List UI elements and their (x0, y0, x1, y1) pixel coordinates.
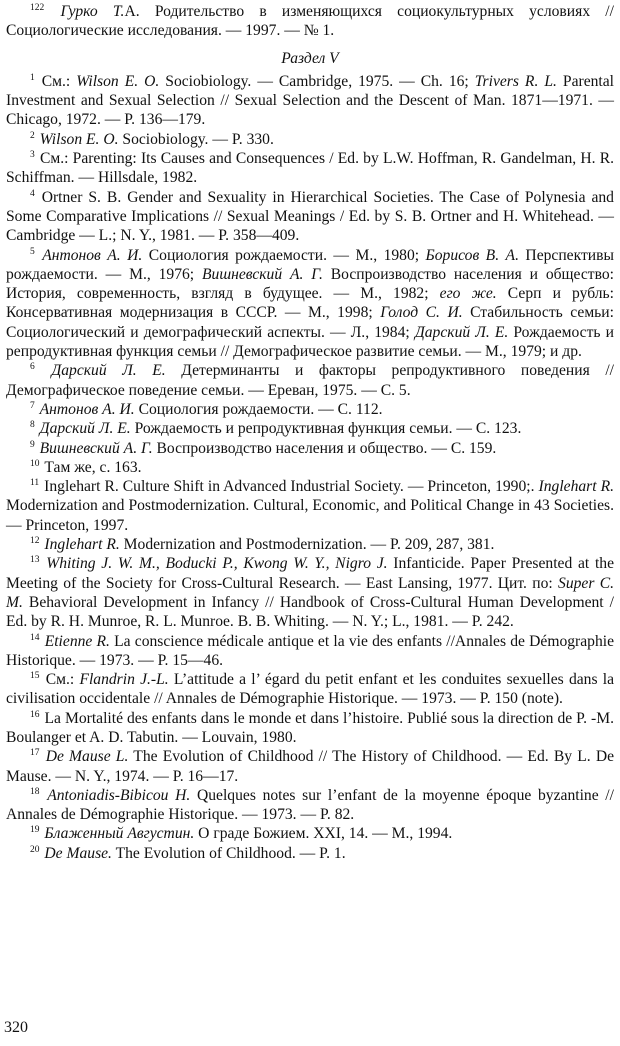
author-name: Антонов А. И. (39, 400, 135, 418)
footnote-17 (6, 747, 614, 786)
citation-text: Перспективы рождаемости. — М., 1976; (6, 246, 614, 283)
footnote-number: 19 (30, 825, 40, 836)
citation-text: Рождаемость и репродуктивная функция семьи // Демографическое развитие семьи. — М., 1979; и др. (6, 323, 614, 361)
citation-text: Sociobiology. — P. 330. (118, 130, 274, 148)
section-heading: Раздел V (281, 49, 339, 67)
footnote-number: 8 (30, 420, 35, 431)
citation-text: Социология рождаемости. — С. 112. (134, 400, 383, 418)
footnote-number: 2 (30, 130, 35, 141)
citation-text: Behavioral Development in Infancy // Handbook of Cross-Cultural Human Development / Ed. by R. H. Munroe, R. L. Munroe. B. B. Whiting. — N. Y.; L., 1981. — P. 242. (6, 593, 614, 631)
citation-text: Quelques notes sur l’enfant de la moyenne époque byzantine // Annales de Démographie Historique. — 1973. — P. 82. (6, 786, 614, 824)
citation-text: Inglehart R. Culture Shift in Advanced Industrial Society. — Princeton, 1990;. (44, 478, 539, 496)
citation-text: См.: (41, 72, 77, 90)
citation-text: Стабильность семьи: Социологический и демографический аспекты. — Л., 1984; (6, 304, 614, 341)
author-name: Дарский Л. Е. (414, 323, 509, 341)
citation-text: L’attitude a l’ égard du petit enfant et les conduites sexuelles dans la civilisation occidentale // Annales de Démographie Historique. — 1973. — P. 150 (note). (6, 671, 614, 708)
citation-text: А. Родительство в изменяющихся социокультурных условиях // Социологические исследования. — 1997. — № 1. (6, 3, 614, 40)
footnotes-part-5 (6, 72, 614, 863)
footnote-8 (6, 419, 614, 438)
citation-text: Parental Investment and Sexual Selection // Sexual Selection and the Descent of Man. 1871—1971. — Chicago, 1972. — P. 136—179. (6, 72, 615, 129)
footnote-13 (6, 554, 614, 631)
footnote-number: 13 (30, 555, 40, 566)
footnote-4 (6, 188, 614, 246)
citation-text: The Evolution of Childhood // The History of Childhood. — Ed. By L. De Mause. — N. Y., 1974. — P. 16—17. (6, 748, 614, 785)
footnote-number: 6 (30, 362, 35, 373)
footnote-122 (6, 2, 614, 41)
citation-text: Воспроизводство населения и общество. — С. 159. (152, 439, 497, 457)
page-number: 320 (4, 1019, 28, 1036)
footnote-2 (6, 130, 614, 149)
citation-text: Социология рождаемости. — М., 1980; (142, 246, 426, 264)
footnote-number: 17 (30, 748, 40, 759)
footnote-11 (6, 477, 614, 535)
footnote-6 (6, 361, 614, 400)
author-name: De Mause L. (45, 748, 129, 766)
author-name: Etienne R. (44, 632, 110, 650)
author-name: Борисов В. А. (425, 246, 519, 264)
author-name: Flandrin J.-L. (79, 671, 169, 689)
footnote-number: 10 (30, 458, 40, 469)
footnote-number: 7 (30, 400, 35, 411)
footnote-number: 14 (30, 632, 40, 643)
author-name: Inglehart R. (44, 536, 120, 554)
citation-text: См.: Parenting: Its Causes and Consequences / Ed. by L.W. Hoffman, R. Gandelman, H. R. Schiffman. — Hillsdale, 1982. (6, 150, 614, 187)
citation-text: Воспроизводство населения и общество: История, современность, взгляд в будущее. — М., 1982; (6, 265, 614, 303)
footnotes-part-4 (6, 2, 614, 41)
footnote-3 (6, 149, 614, 188)
author-name: Wilson E. O. (76, 72, 160, 90)
citation-text: См.: (45, 671, 80, 689)
footnote-5 (6, 246, 614, 362)
author-name: его же. (439, 285, 497, 303)
footnote-19 (6, 824, 614, 843)
footnote-number: 5 (30, 246, 35, 257)
author-name: Wilson E. O. (39, 130, 119, 148)
footnote-15 (6, 670, 614, 709)
footnote-1 (6, 72, 614, 130)
footnote-number: 122 (30, 3, 45, 13)
footnote-number: 16 (30, 709, 40, 720)
footnote-number: 18 (30, 786, 40, 797)
citation-text: The Evolution of Childhood. — P. 1. (111, 844, 346, 862)
author-name: Блаженный Августин. (44, 825, 195, 843)
citation-text: La Mortalité des enfants dans le monde et dans l’histoire. Publié sous la direction de P. -M. Boulanger et A. D. Tabutin. — Louvain, 1980. (6, 709, 614, 746)
author-name: Вишневский А. Г. (202, 265, 323, 283)
author-name: Super C. M. (6, 574, 615, 611)
citation-text: Ortner S. B. Gender and Sexuality in Hierarchical Societies. The Case of Polynesia and Some Comparative Implications // Sexual Meanings / Ed. by S. B. Ortner and H. Whitehead. — Cambridge — L.; N. Y., 1981. — P. 358—409. (6, 188, 614, 245)
citation-text: Modernization and Postmodernization. — P. 209, 287, 381. (119, 536, 495, 554)
author-name: Trivers R. L. (474, 72, 557, 90)
author-name: Дарский Л. Е. (51, 362, 166, 380)
footnote-10 (6, 458, 614, 477)
citation-text: Рождаемость и репродуктивная функция семьи. — С. 123. (130, 420, 522, 438)
citation-text: La conscience médicale antique et la vie des enfants //Annales de Démographie Historique. — 1973. — P. 15—46. (6, 632, 614, 669)
author-name: Антонов А. И. (42, 246, 143, 264)
footnote-number: 1 (30, 72, 35, 83)
footnote-18 (6, 786, 614, 825)
footnote-number: 4 (30, 188, 35, 199)
citation-text: Sociobiology. — Cambridge, 1975. — Ch. 16; (159, 72, 475, 90)
citation-text: Серп и рубль: Консервативная модернизация в СССР. — М., 1998; (6, 285, 614, 322)
author-name: Дарский Л. Е. (39, 420, 131, 438)
footnote-7 (6, 400, 614, 419)
footnote-20 (6, 844, 614, 863)
footnote-number: 11 (30, 478, 40, 489)
author-name: Inglehart R. (538, 478, 614, 496)
citation-text: Там же, с. 163. (44, 458, 142, 476)
author-name: De Mause. (44, 844, 112, 862)
footnote-number: 15 (30, 671, 40, 682)
author-name: Whiting J. W. M., Boducki P., Kwong W. Y., Nigro J. (46, 555, 388, 573)
footnote-12 (6, 535, 614, 554)
author-name: Вишневский А. Г. (39, 439, 153, 457)
author-name: Голод С. И. (380, 304, 463, 322)
citation-text: О граде Божием. XXI, 14. — М., 1994. (194, 825, 453, 843)
footnote-14 (6, 632, 614, 671)
author-name: Гурко Т. (60, 3, 125, 20)
citation-text: Modernization and Postmodernization. Cultural, Economic, and Political Change in 43 Societies. — Princeton, 1997. (6, 497, 614, 534)
footnote-number: 12 (30, 536, 40, 547)
page-body (6, 2, 614, 863)
author-name: Antoniadis-Bibicou H. (47, 786, 191, 804)
footnote-number: 20 (30, 844, 40, 855)
footnote-number: 9 (30, 439, 35, 450)
footnote-number: 3 (30, 150, 35, 161)
footnote-9 (6, 439, 614, 458)
citation-text: Детерминанты и факторы репродуктивного поведения // Демографическое поведение семьи. — Ереван, 1975. — С. 5. (6, 362, 614, 399)
citation-text: Infanticide. Paper Presented at the Meeting of the Society for Cross-Cultural Research. — East Lansing, 1977. Цит. по: (6, 555, 614, 592)
footnote-16 (6, 709, 614, 748)
